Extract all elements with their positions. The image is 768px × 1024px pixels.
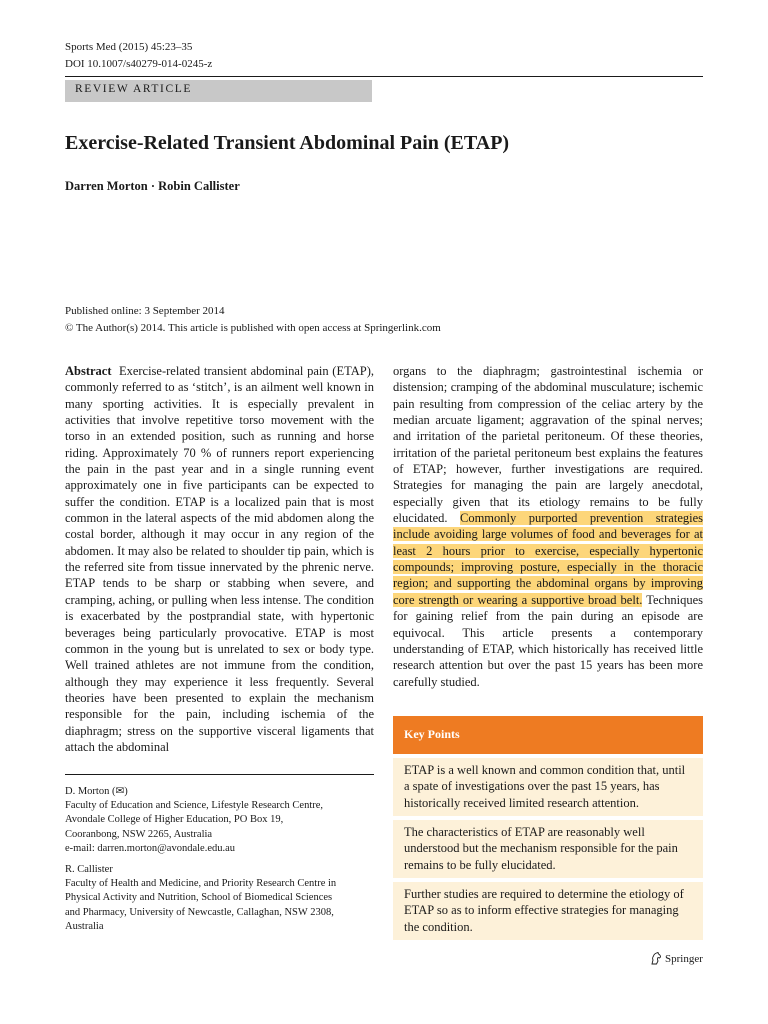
key-point-item: Further studies are required to determine the etiology of ETAP so as to inform effective strategies for managing the condition. [393,878,703,940]
doi: DOI 10.1007/s40279-014-0245-z [65,58,213,70]
affiliation-line: Avondale College of Higher Education, PO Box 19, [65,814,284,826]
abstract-text-right-end: Techniques for gaining relief from the pain during an episode are equivocal. This article presents a contemporary understanding of ETAP, which historically has received little research attention but over the past 15 years has been more carefully studied. [393,592,703,689]
journal-citation: Sports Med (2015) 45:23–35 [65,41,193,53]
header-rule [65,76,703,77]
key-points-title: Key Points [404,727,460,741]
springer-horse-icon [650,952,662,965]
highlighted-text[interactable]: Commonly purported prevention strategies include avoiding large volumes of food and beverages for at least 2 hours prior to exercise, especially hypertonic compounds; improving posture, especially in the thoracic region; and supporting the abdominal organs by improving core strength or wearing a supportive broad belt. [393,511,703,607]
publication-info [65,303,441,337]
key-point-item: ETAP is a well known and common condition that, until a spate of investigations over the past 15 years, has historically received limited research attention. [393,754,703,816]
abstract-label: Abstract [65,364,112,378]
published-date: Published online: 3 September 2014 [65,305,225,317]
copyright-notice: © The Author(s) 2014. This article is published with open access at Springerlink.com [65,322,441,334]
key-point-item: The characteristics of ETAP are reasonably well understood but the mechanism responsible for the pain remains to be fully elucidated. [393,816,703,878]
affiliation-name: D. Morton (✉) [65,786,128,797]
key-points-header [393,716,703,754]
footnote-rule [65,774,374,775]
affiliation-line: Faculty of Health and Medicine, and Priority Research Centre in [65,878,337,890]
affiliation-line: and Pharmacy, University of Newcastle, Callaghan, NSW 2308, [65,906,334,918]
affiliation-line: Faculty of Education and Science, Lifestyle Research Centre, [65,800,324,812]
abstract-text-right: organs to the diaphragm; gastrointestinal ischemia or distension; cramping of the abdominal musculature; ischemic pain resulting from compression of the celiac artery by the median arcuate ligament; aggravation of the spinal nerves; and irritation of the parietal peritoneum. Of these theories, irritation of the parietal peritoneum best explains the features of ETAP; however, further investigations are required. Strategies for managing the pain are largely anecdotal, especially given that its etiology remains to be fully elucidated. [393,364,703,526]
article-type-label: REVIEW ARTICLE [75,83,192,95]
key-points-box [393,716,703,940]
article-type-bar [65,80,372,102]
affiliation-line: Physical Activity and Nutrition, School of Biomedical Sciences [65,892,333,904]
abstract-left-column [65,363,374,755]
publisher-name: Springer [665,952,703,965]
affiliation-morton [65,785,374,856]
affiliation-line: Australia [65,920,104,932]
email-link[interactable]: e-mail: darren.morton@avondale.edu.au [65,842,236,854]
affiliation-name: R. Callister [65,864,113,875]
article-title: Exercise-Related Transient Abdominal Pain (ETAP) [65,132,510,154]
publisher-logo [650,952,703,965]
abstract-right-column [393,363,703,690]
affiliation-callister [65,863,374,934]
affiliation-line: Cooranbong, NSW 2265, Australia [65,828,213,840]
abstract-text-left: Exercise-related transient abdominal pain (ETAP), commonly referred to as ‘stitch’, is an ailment well known in many sporting activities. It is especially prevalent in activities that involve repetitive torso movement with the torso in an extended position, such as running and horse riding. Approximately 70 % of runners report experiencing the pain in the past year and in a single running event approximately one in five participants can be expected to suffer the condition. ETAP is a localized pain that is most common in the lateral aspects of the mid abdomen along the costal border, although it may occur in any region of the abdomen. It may also be related to shoulder tip pain, which is the referred site from tissue innervated by the phrenic nerve. ETAP tends to be sharp or stabbing when severe, and cramping, aching, or pulling when less intense. The condition is exacerbated by the postprandial state, with hypertonic beverages being particularly provocative. ETAP is most common in the young but is unrelated to sex or body type. Well trained athletes are not immune from the condition, although they may experience it less frequently. Several theories have been presented to explain the mechanism responsible for the pain, including ischemia of the diaphragm; stress on the supportive visceral ligaments that attach the abdominal [65,364,374,754]
journal-header [65,39,212,73]
authors: Darren Morton · Robin Callister [65,179,240,193]
